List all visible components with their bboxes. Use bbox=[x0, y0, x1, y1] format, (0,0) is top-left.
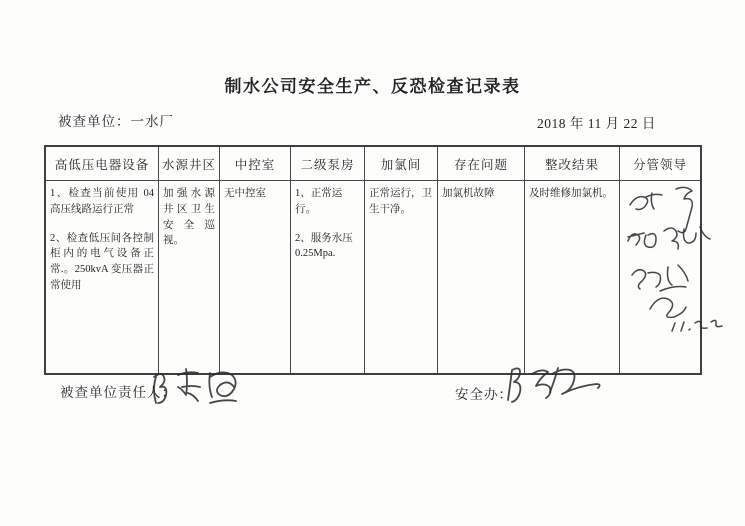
cell-chlorination bbox=[365, 181, 438, 373]
cell-water-source bbox=[159, 181, 220, 373]
cell-problems bbox=[438, 181, 525, 373]
header-cell-equipment: 高低压电器设备 bbox=[46, 147, 159, 181]
chlorination-note: 正常运行，卫生干净。 bbox=[369, 188, 432, 215]
responsible-person-signature bbox=[148, 363, 260, 415]
header-cell-water-source: 水源井区 bbox=[159, 147, 220, 181]
equipment-item-2: 2、检查低压间各控制柜内的电气设备正常.。250kvA 变压器正常使用 bbox=[50, 232, 154, 291]
document-title: 制水公司安全生产、反恐检查记录表 bbox=[224, 77, 521, 96]
responsible-person-label: 被查单位责任人： bbox=[60, 385, 176, 400]
inspected-unit bbox=[58, 110, 174, 130]
header-cell-leader: 分管领导 bbox=[620, 147, 700, 181]
pump-item-1: 1、正常运行。 bbox=[295, 188, 343, 215]
rectification-note: 及时维修加氯机。 bbox=[529, 188, 613, 199]
inspected-unit-value: 一水厂 bbox=[130, 114, 174, 129]
cell-equipment bbox=[46, 181, 159, 373]
water-source-note: 加强水源井区卫生安全巡视。 bbox=[163, 188, 215, 247]
control-room-note: 无中控室 bbox=[224, 188, 266, 199]
inspection-record-table bbox=[44, 145, 702, 375]
header-cell-rectification: 整改结果 bbox=[525, 147, 620, 181]
inspected-unit-label: 被查单位： bbox=[58, 114, 131, 129]
header-cell-chlorination: 加氯间 bbox=[365, 147, 438, 181]
safety-office-signature bbox=[502, 360, 614, 412]
cell-control-room bbox=[220, 181, 291, 373]
pump-item-2: 2、服务水压 0.25Mpa. bbox=[295, 232, 353, 260]
equipment-item-1: 1、检查当前使用 04 高压线路运行正常 bbox=[50, 188, 154, 215]
header-cell-pump-house: 二级泵房 bbox=[291, 147, 365, 181]
cell-rectification bbox=[525, 181, 620, 373]
inspection-date: 2018 年 11 月 22 日 bbox=[537, 116, 656, 131]
header-cell-problems: 存在问题 bbox=[438, 147, 525, 181]
safety-office-label: 安全办： bbox=[455, 387, 513, 402]
leader-handwritten-note bbox=[620, 183, 722, 338]
problems-note: 加氯机故障 bbox=[442, 188, 495, 199]
cell-pump-house bbox=[291, 181, 365, 373]
header-cell-control-room: 中控室 bbox=[220, 147, 291, 181]
